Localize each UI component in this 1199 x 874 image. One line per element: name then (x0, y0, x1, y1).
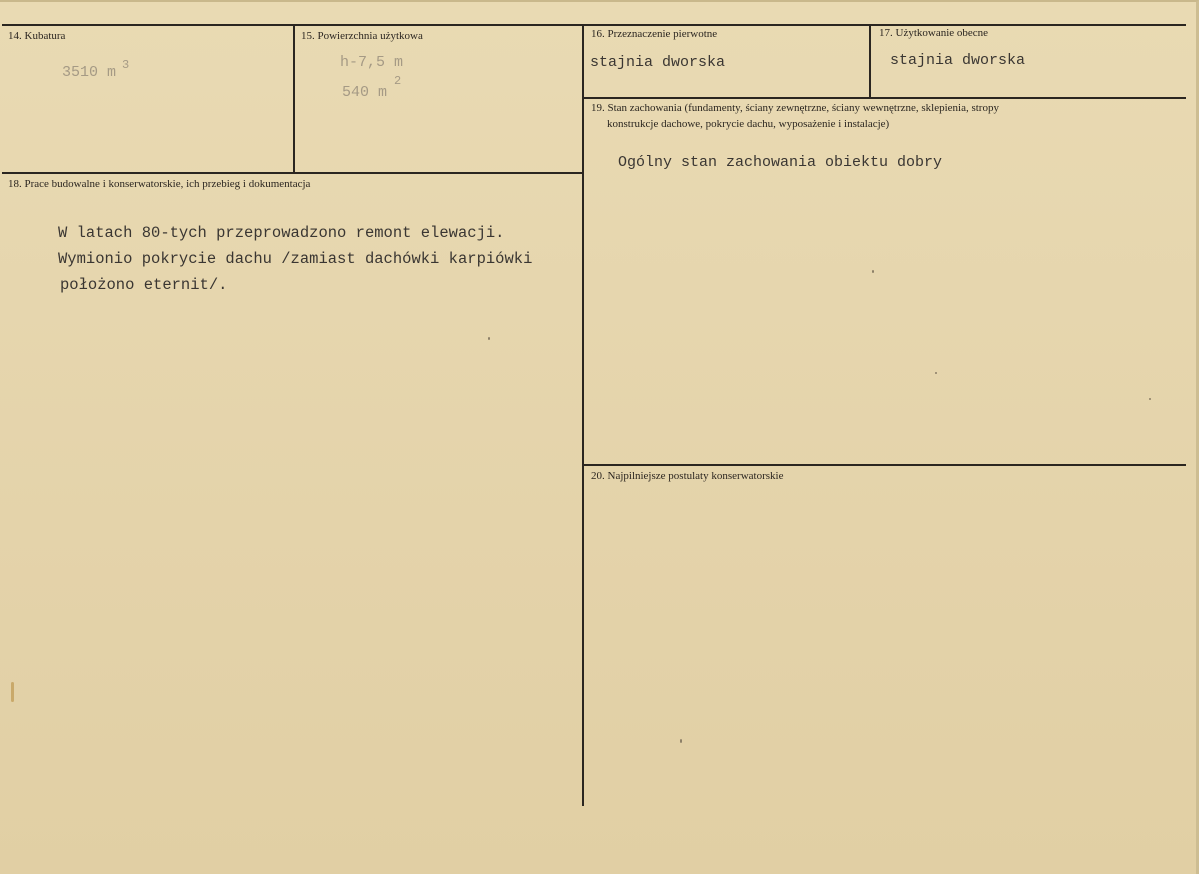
area-exponent: 2 (394, 74, 402, 88)
paper-speck (11, 682, 14, 702)
uzytkowanie-label: 17. Użytkowanie obecne (879, 27, 989, 39)
rule-under-14-15 (2, 172, 583, 174)
main-vertical-divider (582, 24, 584, 806)
prace-line-2: Wymionio pokrycie dachu /zamiast dachówki karpiówki (58, 250, 533, 268)
powierzchnia-label: 15. Powierzchnia użytkowa (301, 30, 423, 42)
paper-speck (488, 337, 490, 340)
divider-16-17 (869, 24, 871, 98)
przeznaczenie-value: stajnia dworska (590, 54, 726, 71)
stan-value: Ogólny stan zachowania obiektu dobry (618, 154, 943, 171)
paper-speck (872, 270, 874, 273)
prace-label: 18. Prace budowalne i konserwatorskie, ich przebieg i dokumentacja (8, 178, 311, 190)
height-value: h-7,5 m (340, 54, 404, 71)
stan-label-line-1: 19. Stan zachowania (fundamenty, ściany zewnętrzne, ściany wewnętrzne, sklepienia, stropy (591, 102, 999, 114)
kubatura-exponent: 3 (122, 58, 130, 72)
prace-line-3: położono eternit/. (60, 276, 228, 294)
kubatura-value: 3510 m (62, 64, 117, 81)
przeznaczenie-label: 16. Przeznaczenie pierwotne (591, 28, 718, 40)
divider-14-15 (293, 24, 295, 172)
uzytkowanie-value: stajnia dworska (890, 52, 1026, 69)
top-rule (2, 24, 1186, 26)
kubatura-label: 14. Kubatura (8, 30, 66, 42)
paper-speck (680, 739, 682, 743)
rule-under-16-17 (583, 97, 1186, 99)
area-value: 540 m (342, 84, 388, 101)
stan-label-line-2: konstrukcje dachowe, pokrycie dachu, wyposażenie i instalacje) (607, 118, 890, 130)
paper-speck (935, 372, 937, 374)
prace-line-1: W latach 80-tych przeprowadzono remont elewacji. (58, 224, 505, 242)
paper-speck (1149, 398, 1151, 400)
postulaty-label: 20. Najpilniejsze postulaty konserwatorskie (591, 470, 784, 482)
rule-above-20 (583, 464, 1186, 466)
